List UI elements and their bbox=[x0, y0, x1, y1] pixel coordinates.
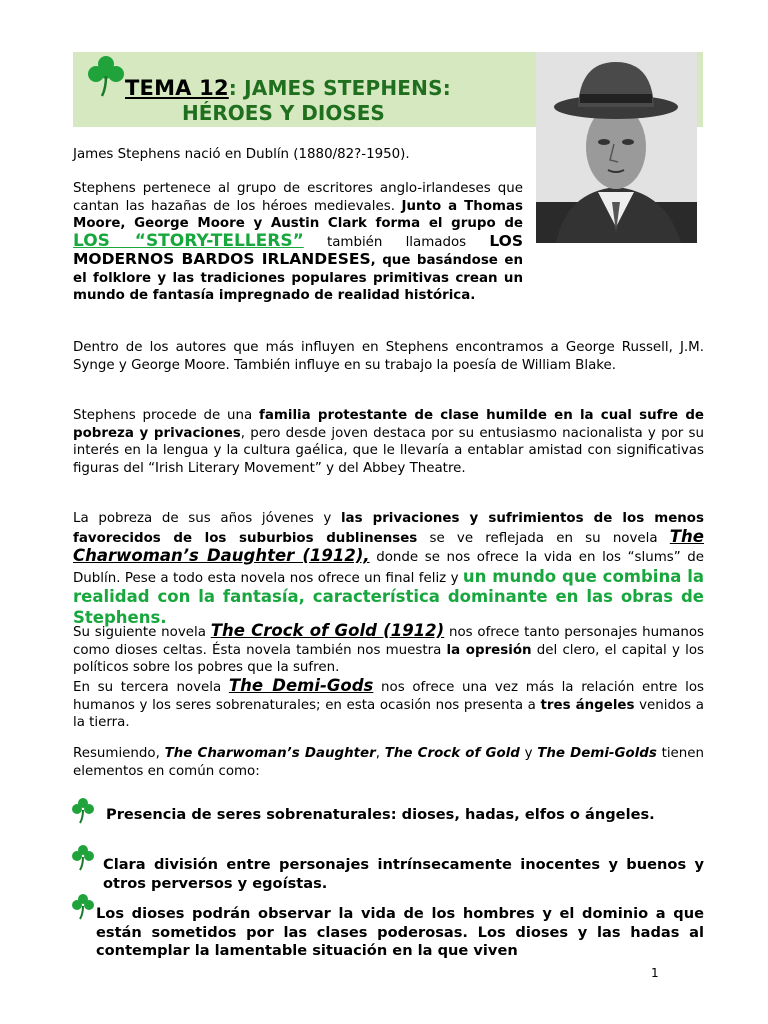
novel-title: The Demi-Gods bbox=[228, 676, 374, 695]
shamrock-icon bbox=[72, 843, 94, 871]
page-number: 1 bbox=[651, 966, 659, 980]
paragraph-crock-of-gold: Su siguiente novela The Crock of Gold (1912) nos ofrece tanto personajes humanos como dioses celtas. Ésta novela también nos muestra la opresión del clero, el capital y los políticos sobre los pobres que la sufren. bbox=[73, 621, 704, 675]
paragraph-family: Stephens procede de una familia protestante de clase humilde en la cual sufre de pobreza y privaciones, pero desde joven destaca por su entusiasmo nacionalista y por su interés en la lengua y la cultura gaélica, que le llevaría a entablar amistad con significativas figuras del “Irish Literary Movement” y del Abbey Theatre. bbox=[73, 408, 704, 476]
list-item: Los dioses podrán observar la vida de los hombres y el dominio a que están sometidos por las clases poderosas. Los dioses y las hadas al contemplar la lamentable situación en la que viven bbox=[96, 905, 704, 959]
page-subtitle: HÉROES Y DIOSES bbox=[182, 101, 385, 125]
shamrock-icon bbox=[72, 892, 94, 920]
paragraph-charwoman: La pobreza de sus años jóvenes y las privaciones y sufrimientos de los menos favorecidos de los suburbios dublinenses se ve reflejada en su novela The Charwoman’s Daughter (1912), donde se nos ofrece la vida en los “slums” de Dublín. Pese a todo esta novela nos ofrece un final feliz y un mundo que combina la realidad con la fantasía, característica dominante en las obras de Stephens. bbox=[73, 511, 705, 627]
intro-paragraph: James Stephens nació en Dublín (1880/82?-1950). bbox=[73, 147, 410, 162]
novel-title: The Crock of Gold (1912) bbox=[210, 621, 445, 640]
shamrock-icon bbox=[86, 52, 126, 98]
novel-title: The Charwoman’s Daughter (1912), bbox=[73, 526, 704, 565]
paragraph-storytellers: Stephens pertenece al grupo de escritores anglo-irlandeses que cantan las hazañas de los héroes medievales. Junto a Thomas Moore, George Moore y Austin Clark forma el grupo de LOS “STORY-TELLERS” también llamados LOS MODERNOS BARDOS IRLANDESES, que basándose en el folklore y las tradiciones populares primitivas crean un mundo de fantasía impregnado de realidad histórica. bbox=[73, 181, 524, 303]
paragraph-summary: Resumiendo, The Charwoman’s Daughter, The Crock of Gold y The Demi-Golds tienen elementos en común como: bbox=[73, 746, 704, 779]
storytellers-label: LOS “STORY-TELLERS” bbox=[73, 230, 304, 251]
paragraph-influences: Dentro de los autores que más influyen en Stephens encontramos a George Russell, J.M. Synge y George Moore. También influye en su trabajo la poesía de William Blake. bbox=[73, 340, 704, 373]
paragraph-demi-gods: En su tercera novela The Demi-Gods nos ofrece una vez más la relación entre los humanos y los seres sobrenaturales; en esta ocasión nos presenta a tres ángeles venidos a la tierra. bbox=[73, 676, 704, 730]
list-item: Presencia de seres sobrenaturales: dioses, hadas, elfos o ángeles. bbox=[106, 806, 655, 823]
page-title: TEMA 12: JAMES STEPHENS: bbox=[125, 76, 451, 100]
shamrock-icon bbox=[72, 796, 94, 824]
list-item: Clara división entre personajes intrínsecamente inocentes y buenos y otros perversos y egoístas. bbox=[103, 856, 704, 892]
tema-label: TEMA 12 bbox=[125, 76, 229, 100]
